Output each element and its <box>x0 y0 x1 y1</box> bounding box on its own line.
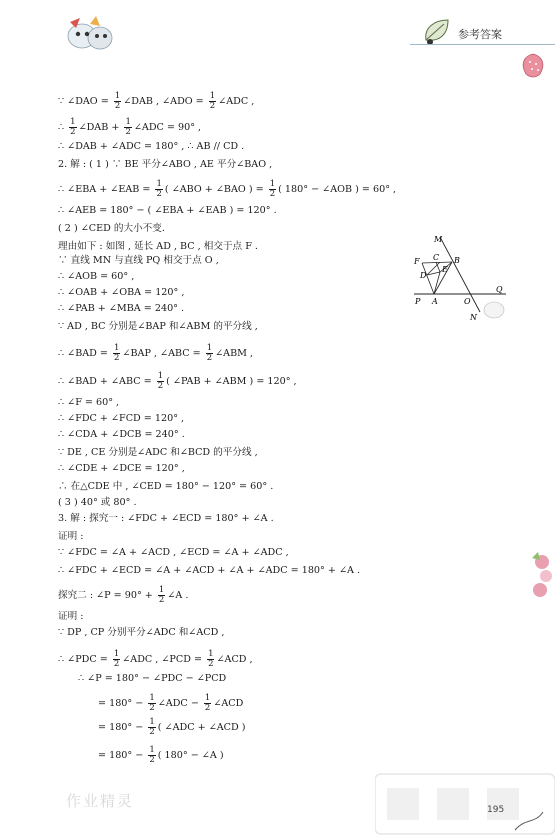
line-text: ( 2 ) ∠CED 的大小不变. <box>58 223 165 234</box>
line-text: ( ∠ADC + ∠ACD ) <box>157 722 246 733</box>
line-text: 探究二 : ∠P = 90° + <box>58 590 156 601</box>
solution-line <box>58 302 184 316</box>
solution-line <box>58 446 258 460</box>
line-text: ∴ ∠EBA + ∠EAB = <box>58 184 154 195</box>
fraction-denominator: 2 <box>204 703 211 713</box>
fraction-numerator: 1 <box>125 117 131 127</box>
solution-line <box>58 512 274 526</box>
solution-line <box>58 222 165 236</box>
line-text: ∠ADC − <box>157 698 202 709</box>
line-text: = 180° − <box>98 750 147 761</box>
line-text: ∴ ∠AOB = 60° , <box>58 271 135 282</box>
line-text: ∠ACD , <box>216 654 253 665</box>
line-text: ( ∠ABO + ∠BAO ) = <box>164 184 267 195</box>
label-d: D <box>420 271 427 280</box>
line-text: ∠BAP , ∠ABC = <box>122 348 204 359</box>
solution-line <box>58 480 273 494</box>
line-text: ∴ ∠DAB + ∠ADC = 180° , ∴ AB // CD . <box>58 141 245 152</box>
solution-line <box>58 462 185 476</box>
fraction-denominator: 2 <box>149 727 155 737</box>
line-text: ∴ ∠PDC = <box>58 654 111 665</box>
solution-line <box>78 672 226 686</box>
fraction <box>209 92 216 111</box>
berry-decoration-icon <box>528 548 555 608</box>
fraction-denominator: 2 <box>156 189 162 199</box>
fraction <box>148 746 155 765</box>
line-text: ∠ADC = 90° , <box>133 122 202 133</box>
label-p: P <box>415 297 421 306</box>
fraction <box>204 694 211 713</box>
leaf-icon <box>420 14 454 48</box>
solution-line <box>58 204 277 218</box>
line-mn <box>440 237 480 312</box>
line-text: ∠ADC , ∠PCD = <box>122 654 206 665</box>
label-b: B <box>454 256 460 265</box>
solution-line <box>58 496 137 510</box>
fraction-numerator: 1 <box>158 585 165 595</box>
fraction <box>158 586 165 605</box>
label-n: N <box>470 313 477 322</box>
line-text: ∴ ∠CDE + ∠DCE = 120° , <box>58 463 185 474</box>
fraction-denominator: 2 <box>114 101 121 111</box>
line-text: ∴ ∠PAB + ∠MBA = 240° . <box>58 303 185 314</box>
line-text: ∴ ∠AEB = 180° − ( ∠EBA + ∠EAB ) = 120° . <box>58 205 277 216</box>
fraction-denominator: 2 <box>158 595 165 605</box>
fraction-denominator: 2 <box>113 659 120 669</box>
solution-line <box>58 396 119 410</box>
fraction-denominator: 2 <box>114 353 120 363</box>
line-text: ( 3 ) 40° 或 80° . <box>58 497 137 508</box>
solution-line <box>98 694 243 713</box>
line-text: ( 180° − ∠A ) <box>157 750 224 761</box>
line-text: 理由如下 : 如图 , 延长 AD , BC , 相交于点 F . <box>58 241 258 252</box>
line-text: 证明 : <box>58 531 84 542</box>
label-e: E <box>442 265 448 274</box>
solution-line <box>58 286 184 300</box>
cartoon-character-icon <box>60 8 120 58</box>
strawberry-icon <box>518 50 548 80</box>
solution-line <box>58 254 219 268</box>
fraction-numerator: 1 <box>204 693 211 703</box>
segment-ae <box>434 272 440 294</box>
solution-line <box>58 240 258 254</box>
fraction <box>148 694 155 713</box>
solution-line <box>58 118 201 137</box>
line-text: = 180° − <box>98 698 147 709</box>
page-header <box>0 0 555 60</box>
fraction-denominator: 2 <box>208 659 214 669</box>
solution-line <box>58 140 244 154</box>
watermark-text: 作业精灵 <box>66 792 135 810</box>
header-divider <box>410 44 555 45</box>
fraction-denominator: 2 <box>157 381 164 391</box>
line-text: ∠A . <box>167 590 189 601</box>
fraction-denominator: 2 <box>269 189 276 199</box>
fraction-numerator: 1 <box>114 91 121 101</box>
line-text: ∴ <box>58 122 68 133</box>
line-text: 3. 解 : 探究一 : ∠FDC + ∠ECD = 180° + ∠A . <box>58 513 274 524</box>
fraction <box>124 118 131 137</box>
line-text: ∵ ∠FDC = ∠A + ∠ACD , ∠ECD = ∠A + ∠ADC , <box>58 547 289 558</box>
line-text: ( ∠PAB + ∠ABM ) = 120° , <box>166 376 297 387</box>
label-m: M <box>434 235 443 244</box>
line-text: ∴ 在△CDE 中 , ∠CED = 180° − 120° = 60° . <box>58 481 274 492</box>
line-text: ( 180° − ∠AOB ) = 60° , <box>278 184 397 195</box>
fraction-numerator: 1 <box>149 745 155 755</box>
geometry-figure <box>412 232 512 327</box>
solution-line <box>98 718 246 737</box>
line-text: ∠ABM , <box>215 348 254 359</box>
line-text: ∴ ∠FDC + ∠ECD = ∠A + ∠ACD + ∠A + ∠ADC = 180° + ∠A . <box>58 565 361 576</box>
solution-line <box>58 546 289 560</box>
fraction-denominator: 2 <box>206 353 213 363</box>
solution-line <box>58 412 184 426</box>
line-text: ∴ ∠FDC + ∠FCD = 120° , <box>58 413 185 424</box>
fraction-numerator: 1 <box>206 343 213 353</box>
fraction <box>113 344 120 363</box>
line-text: ∵ DE , CE 分别是∠ADC 和∠BCD 的平分线 , <box>58 447 258 458</box>
fraction-numerator: 1 <box>149 717 155 727</box>
label-o: O <box>464 297 471 306</box>
line-text: ∵ AD , BC 分别是∠BAP 和∠ABM 的平分线 , <box>58 321 258 332</box>
line-text: ∵ 直线 MN 与直线 PQ 相交于点 O , <box>58 255 219 266</box>
fraction <box>148 718 155 737</box>
fraction-numerator: 1 <box>114 343 120 353</box>
fraction-denominator: 2 <box>70 127 76 137</box>
solution-line <box>58 158 272 172</box>
fraction-denominator: 2 <box>149 703 155 713</box>
solution-line <box>58 270 134 284</box>
line-text: ∠DAB + <box>78 122 123 133</box>
line-text: ∵ ∠DAO = <box>58 96 112 107</box>
solution-line <box>58 610 83 624</box>
solution-line <box>58 320 258 334</box>
line-text: ∴ ∠OAB + ∠OBA = 120° , <box>58 287 185 298</box>
watermark-logo-icon <box>375 768 555 840</box>
line-text: ∵ DP , CP 分别平分∠ADC 和∠ACD , <box>58 627 225 638</box>
solution-line <box>58 530 83 544</box>
segment-dc <box>427 262 440 275</box>
solution-line <box>58 586 188 605</box>
solution-line <box>98 746 224 765</box>
fraction-numerator: 1 <box>209 91 216 101</box>
page-title: 参考答案 <box>458 28 502 41</box>
fraction-numerator: 1 <box>157 371 164 381</box>
solution-line <box>58 180 396 199</box>
fraction <box>155 180 162 199</box>
solution-line <box>58 92 254 111</box>
page-number: 195 <box>487 805 505 815</box>
line-text: 2. 解 : ( 1 ) ∵ BE 平分∠ABO , AE 平分∠BAO , <box>58 159 273 170</box>
line-text: ∴ ∠CDA + ∠DCB = 240° . <box>58 429 185 440</box>
line-text: ∠DAB , ∠ADO = <box>123 96 207 107</box>
line-text: ∴ ∠F = 60° , <box>58 397 120 408</box>
fraction <box>114 92 121 111</box>
fraction-denominator: 2 <box>149 755 155 765</box>
solution-line <box>58 428 185 442</box>
fraction <box>207 650 214 669</box>
line-text: ∴ ∠BAD + ∠ABC = <box>58 376 155 387</box>
figure-stamp-icon <box>484 302 504 318</box>
solution-line <box>58 564 360 578</box>
fraction-denominator: 2 <box>209 101 216 111</box>
segment-fb <box>422 262 452 263</box>
label-f: F <box>414 257 420 266</box>
fraction-numerator: 1 <box>113 649 120 659</box>
fraction <box>113 650 120 669</box>
line-text: ∠ADC , <box>218 96 255 107</box>
fraction-numerator: 1 <box>149 693 155 703</box>
fraction-numerator: 1 <box>156 179 162 189</box>
line-text: 证明 : <box>58 611 84 622</box>
solution-line <box>58 344 253 363</box>
line-text: = 180° − <box>98 722 147 733</box>
solution-line <box>58 650 253 669</box>
label-q: Q <box>496 285 503 294</box>
line-text: ∴ ∠BAD = <box>58 348 111 359</box>
fraction-numerator: 1 <box>269 179 276 189</box>
fraction <box>269 180 276 199</box>
line-text: ∠ACD <box>213 698 244 709</box>
fraction-denominator: 2 <box>125 127 131 137</box>
fraction <box>69 118 76 137</box>
line-text: ∴ ∠P = 180° − ∠PDC − ∠PCD <box>78 673 227 684</box>
label-a: A <box>432 297 438 306</box>
fraction-numerator: 1 <box>208 649 214 659</box>
fraction-numerator: 1 <box>70 117 76 127</box>
fraction <box>157 372 164 391</box>
solution-line <box>58 372 297 391</box>
fraction <box>206 344 213 363</box>
solution-line <box>58 626 224 640</box>
label-c: C <box>433 253 440 262</box>
